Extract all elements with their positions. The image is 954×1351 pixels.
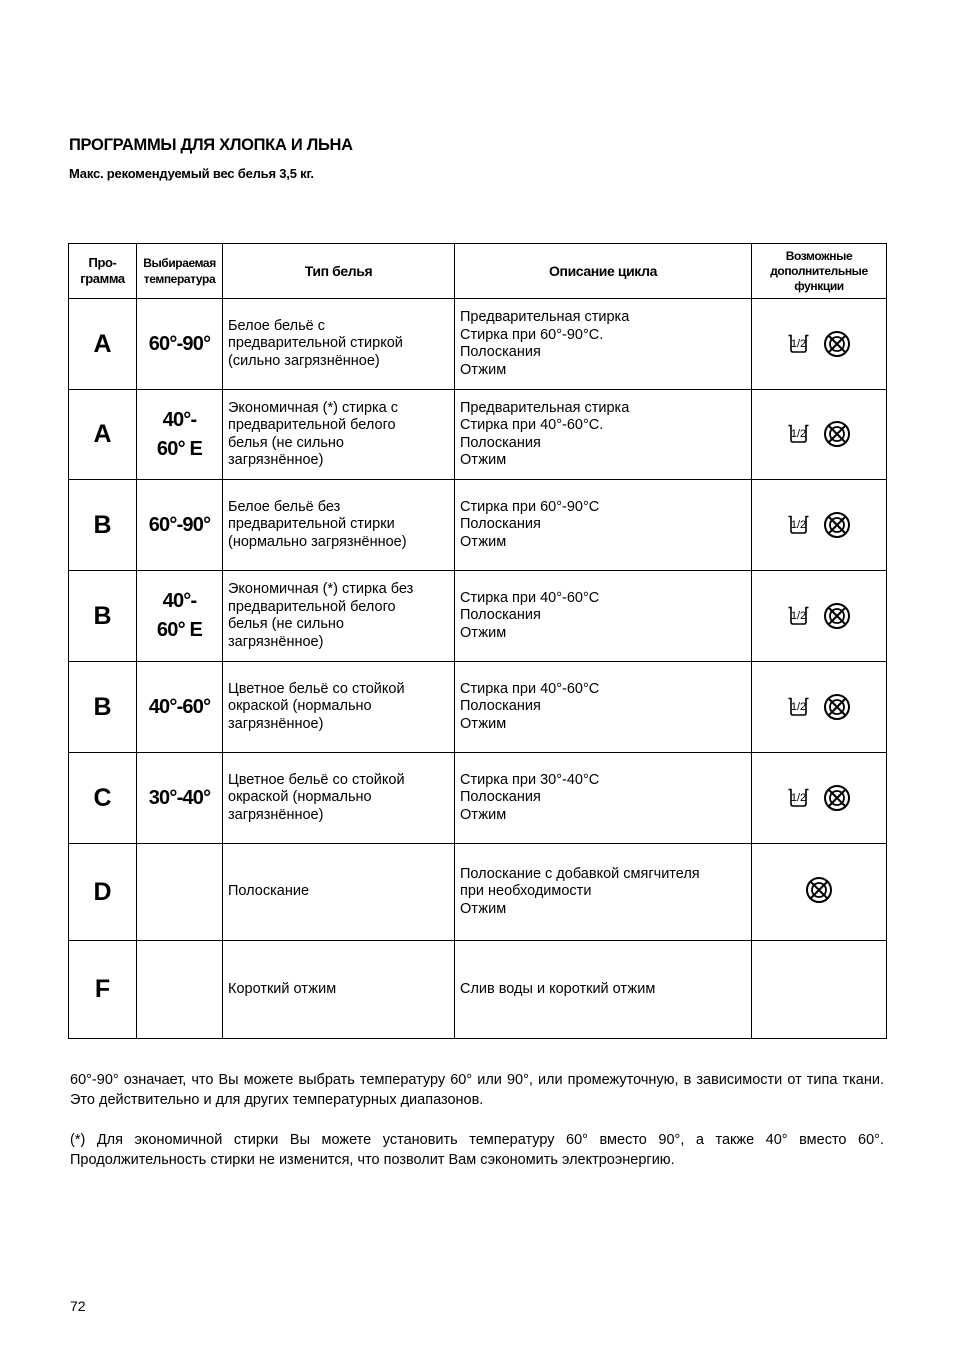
laundry-type-line: Полоскание (228, 883, 310, 900)
extra-functions (752, 390, 887, 480)
extra-functions (752, 480, 887, 571)
extra-functions (752, 662, 887, 753)
extra-functions (752, 844, 887, 941)
cycle-description (455, 844, 752, 941)
half-load-icon (787, 334, 810, 354)
table-row (69, 753, 887, 844)
cycle-description (455, 390, 752, 480)
cycle-description (455, 753, 752, 844)
function-icons (787, 511, 851, 539)
program-letter: A (69, 390, 137, 480)
laundry-type (223, 390, 455, 480)
laundry-type-line: Цветное бельё со стойкой (228, 680, 405, 697)
function-icons (787, 784, 851, 812)
cycle-description-line: Отжим (460, 533, 507, 550)
laundry-type-line: белья (не сильно (228, 616, 344, 632)
function-icons (805, 876, 833, 904)
program-letter: B (69, 571, 137, 662)
page-title: ПРОГРАММЫ ДЛЯ ХЛОПКА И ЛЬНА (69, 136, 353, 154)
laundry-type-line: Короткий отжим (228, 980, 337, 997)
program-letter: D (69, 844, 137, 941)
function-icons (787, 420, 851, 448)
cycle-description-line: Полоскание с добавкой смягчителя (460, 865, 700, 882)
svg-text:1/2: 1/2 (790, 791, 807, 804)
laundry-type-line: (сильно загрязнённое) (228, 352, 380, 369)
cycle-description-line: Предварительная стирка (460, 309, 630, 325)
cycle-description-line: Полоскания (460, 434, 541, 451)
temperature-range (137, 753, 223, 844)
laundry-type-line: загрязнённое) (228, 633, 324, 650)
cycle-description-line: Отжим (460, 452, 507, 468)
table-row (69, 941, 887, 1039)
cycle-description-line: Полоскания (460, 344, 541, 360)
half-load-icon (787, 697, 810, 717)
cycle-description-line: Предварительная стирка (460, 399, 630, 416)
table-row (69, 390, 887, 480)
temperature-range (137, 480, 223, 571)
extra-functions (752, 941, 887, 1039)
half-load-icon (787, 788, 810, 808)
cycle-description (455, 662, 752, 753)
extra-functions (752, 753, 887, 844)
header-laundry-type: Тип белья (223, 244, 455, 299)
cycle-description-line: Отжим (460, 806, 507, 823)
laundry-type-line: загрязнённое) (228, 806, 324, 823)
temperature-line: 40°- (162, 408, 197, 431)
laundry-type-line: белья (не сильно (228, 434, 344, 451)
cycle-description-line: Стирка при 60°-90°С (460, 498, 600, 515)
table-row (69, 844, 887, 941)
laundry-type-line: Экономичная (*) стирка без (228, 581, 414, 597)
function-icons (787, 330, 851, 358)
cycle-description-line: Отжим (460, 624, 507, 641)
laundry-type (223, 753, 455, 844)
laundry-type-line: предварительной белого (228, 417, 396, 433)
laundry-type-line: окраской (нормально (228, 789, 372, 806)
no-spin-icon (805, 876, 833, 904)
cycle-description-line: Полоскания (460, 698, 541, 715)
laundry-type (223, 571, 455, 662)
svg-text:1/2: 1/2 (790, 337, 807, 350)
svg-text:1/2: 1/2 (790, 428, 807, 440)
header-program: Про- грамма (69, 244, 137, 299)
cycle-description-line: при необходимости (460, 883, 592, 900)
cycle-description-line: Стирка при 40°-60°С. (460, 417, 604, 433)
cycle-description-line: Стирка при 30°-40°С (460, 771, 600, 788)
footnote-economy-wash: (*) Для экономичной стирки Вы можете установить температуру 60° вместо 90°, а также 40° вместо 60°. Продолжительность стирки не изменится, что позволит Вам сэкономить электроэнергию. (70, 1132, 884, 1168)
laundry-type-line: Белое бельё с (228, 317, 325, 334)
temperature-range (137, 662, 223, 753)
half-load-icon (787, 515, 810, 535)
function-icons (787, 602, 851, 630)
cycle-description-line: Отжим (460, 900, 507, 917)
half-load-icon (787, 606, 810, 626)
extra-functions (752, 299, 887, 390)
laundry-type (223, 941, 455, 1039)
table-body (69, 299, 887, 1039)
laundry-type-line: загрязнённое) (228, 452, 324, 468)
footnote-temperature-range: 60°-90° означает, что Вы можете выбрать температуру 60° или 90°, или промежуточную, в зависимости от типа ткани. Это действительно и для других температурных диапазонов. (70, 1072, 884, 1108)
cycle-description-line: Полоскания (460, 607, 541, 624)
cycle-description (455, 480, 752, 571)
cycle-description-line: Стирка при 60°-90°С. (460, 326, 604, 343)
no-spin-icon (823, 693, 851, 721)
program-letter: A (69, 299, 137, 390)
cycle-description-line: Отжим (460, 715, 507, 732)
temperature-line: 60° E (156, 619, 203, 641)
temperature-range (137, 844, 223, 941)
cycle-description-line: Отжим (460, 361, 507, 378)
laundry-type-line: Цветное бельё со стойкой (228, 771, 405, 788)
programs-table (68, 243, 887, 1039)
table-row (69, 480, 887, 571)
cycle-description-line: Стирка при 40°-60°С (460, 589, 600, 606)
laundry-type-line: предварительной стирки (228, 516, 395, 533)
half-load-icon (787, 424, 810, 444)
cycle-description (455, 941, 752, 1039)
page-subtitle: Макс. рекомендуемый вес белья 3,5 кг. (69, 166, 314, 181)
temperature-line: 40°- (162, 590, 197, 612)
header-temperature: Выбираемая температура (137, 244, 223, 299)
temperature-line: 60°-90° (148, 332, 211, 355)
page-number: 72 (70, 1298, 86, 1314)
laundry-type-line: окраской (нормально (228, 698, 372, 715)
svg-text:1/2: 1/2 (790, 609, 807, 622)
temperature-range (137, 571, 223, 662)
temperature-range (137, 299, 223, 390)
laundry-type-line: Белое бельё без (228, 498, 341, 515)
laundry-type (223, 480, 455, 571)
temperature-line: 60° E (156, 437, 203, 460)
table-row (69, 299, 887, 390)
temperature-line: 40°-60° (148, 695, 211, 718)
cycle-description-line: Полоскания (460, 789, 541, 806)
header-cycle-description: Описание цикла (455, 244, 752, 299)
program-letter: C (69, 753, 137, 844)
temperature-range (137, 941, 223, 1039)
cycle-description (455, 571, 752, 662)
no-spin-icon (823, 784, 851, 812)
table-row (69, 571, 887, 662)
no-spin-icon (823, 511, 851, 539)
svg-text:1/2: 1/2 (790, 518, 807, 531)
temperature-range (137, 390, 223, 480)
laundry-type-line: предварительной белого (228, 598, 396, 615)
no-spin-icon (823, 602, 851, 630)
temperature-line: 60°-90° (148, 513, 211, 536)
program-letter: B (69, 662, 137, 753)
table-header-row (69, 244, 887, 299)
table-row (69, 662, 887, 753)
function-icons (787, 693, 851, 721)
program-letter: F (69, 941, 137, 1039)
temperature-line: 30°-40° (148, 786, 211, 809)
laundry-type-line: загрязнённое) (228, 715, 324, 732)
no-spin-icon (823, 330, 851, 358)
cycle-description-line: Стирка при 40°-60°С (460, 680, 600, 697)
cycle-description (455, 299, 752, 390)
laundry-type (223, 299, 455, 390)
laundry-type-line: предварительной стиркой (228, 335, 403, 352)
laundry-type (223, 662, 455, 753)
svg-text:1/2: 1/2 (790, 700, 807, 713)
cycle-description-line: Полоскания (460, 516, 541, 533)
laundry-type (223, 844, 455, 941)
extra-functions (752, 571, 887, 662)
laundry-type-line: (нормально загрязнённое) (228, 533, 407, 550)
no-spin-icon (823, 420, 851, 448)
program-letter: B (69, 480, 137, 571)
laundry-type-line: Экономичная (*) стирка с (228, 399, 399, 416)
cycle-description-line: Слив воды и короткий отжим (460, 980, 656, 997)
header-extra-functions: Возможные дополнительные функции (752, 244, 887, 299)
